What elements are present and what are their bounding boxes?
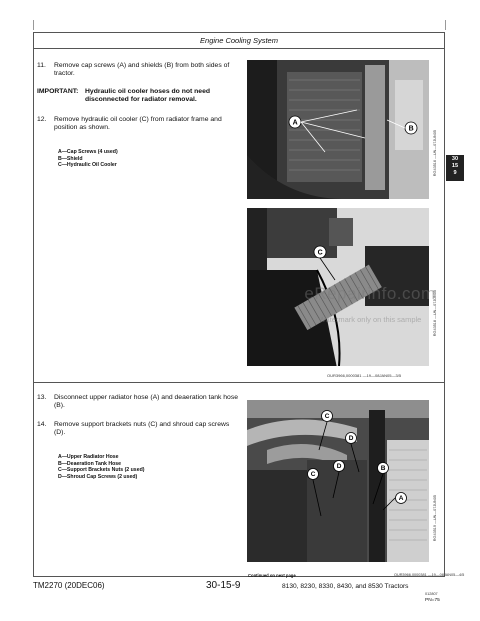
- step-number: 11.: [37, 62, 46, 69]
- step-number: 13.: [37, 394, 47, 401]
- important-text: Hydraulic oil cooler hoses do not need disconnected for radiator removal.: [85, 88, 211, 104]
- step-number: 14.: [37, 421, 47, 428]
- page-number: 30-15-9: [206, 580, 241, 591]
- crop-mark-left: [33, 20, 34, 30]
- callout-c: C: [317, 249, 323, 257]
- legend-item: A—Cap Screws (4 used): [58, 149, 118, 155]
- radiator-shield-photo: [247, 60, 429, 199]
- legend-1: [58, 149, 118, 169]
- watermark: eRepairinfo.com: [304, 284, 436, 303]
- step-text: Remove cap screws (A) and shields (B) from both sides of tractor.: [54, 62, 230, 78]
- step-number: 12.: [37, 116, 47, 123]
- important-label: IMPORTANT:: [37, 88, 79, 95]
- legend-item: D—Shroud Cap Screws (2 used): [58, 473, 138, 480]
- callout-d: D: [336, 463, 342, 471]
- tractor-models: 8130, 8230, 8330, 8430, and 8530 Tractors: [282, 583, 409, 590]
- step-text: Remove support brackets nuts (C) and shroud cap screws (D).: [54, 421, 230, 437]
- legend-item: A—Upper Radiator Hose: [58, 454, 119, 460]
- section-tab: [446, 155, 464, 181]
- footer-code: OUR3966,0000381 —19—08JAN05—4/5: [394, 573, 465, 577]
- tab-line: 9: [453, 170, 457, 177]
- callout-a: A: [398, 495, 404, 503]
- callout-c: C: [310, 471, 316, 479]
- step-text: Disconnect upper radiator hose (A) and deaeration tank hose (B).: [54, 394, 239, 410]
- header-title: Engine Cooling System: [200, 36, 278, 45]
- manual-number: TM2270 (20DEC06): [33, 581, 105, 590]
- callout-c: C: [324, 413, 330, 421]
- legend-item: C—Hydraulic Oil Cooler: [58, 162, 117, 169]
- callout-a: A: [292, 119, 298, 127]
- callout-d: D: [348, 435, 354, 443]
- step-text: Remove hydraulic oil cooler (C) from radiator frame and position as shown.: [54, 116, 222, 132]
- callout-b: B: [380, 465, 386, 473]
- legend-item: B—Shield: [58, 155, 83, 162]
- crop-mark-right: [445, 20, 446, 30]
- image1-code: RG43516 —UN—07JUN05: [433, 130, 437, 177]
- image3-code: RG43519 —UN—07JUN05: [433, 495, 437, 542]
- callout-b: B: [408, 125, 414, 133]
- watermark-sub: Watermark only on this sample: [318, 315, 422, 324]
- footer-date: 012807: [425, 592, 438, 596]
- legend-item: B—Deaeration Tank Hose: [58, 460, 122, 467]
- radiator-hose-photo: [247, 400, 429, 562]
- image2-code: RG43518 —UN—07JUN05: [433, 290, 437, 337]
- legend-item: C—Support Brackets Nuts (2 used): [58, 467, 145, 474]
- section1-caption: OUR3966,0000381 —19—08JAN05—3/5: [327, 373, 402, 378]
- continued-note: Continued on next page: [248, 573, 296, 578]
- tab-line: 30: [451, 156, 459, 162]
- legend-2: [58, 454, 144, 480]
- pn-number: PN=75: [425, 598, 440, 603]
- tab-line: 15: [451, 163, 459, 170]
